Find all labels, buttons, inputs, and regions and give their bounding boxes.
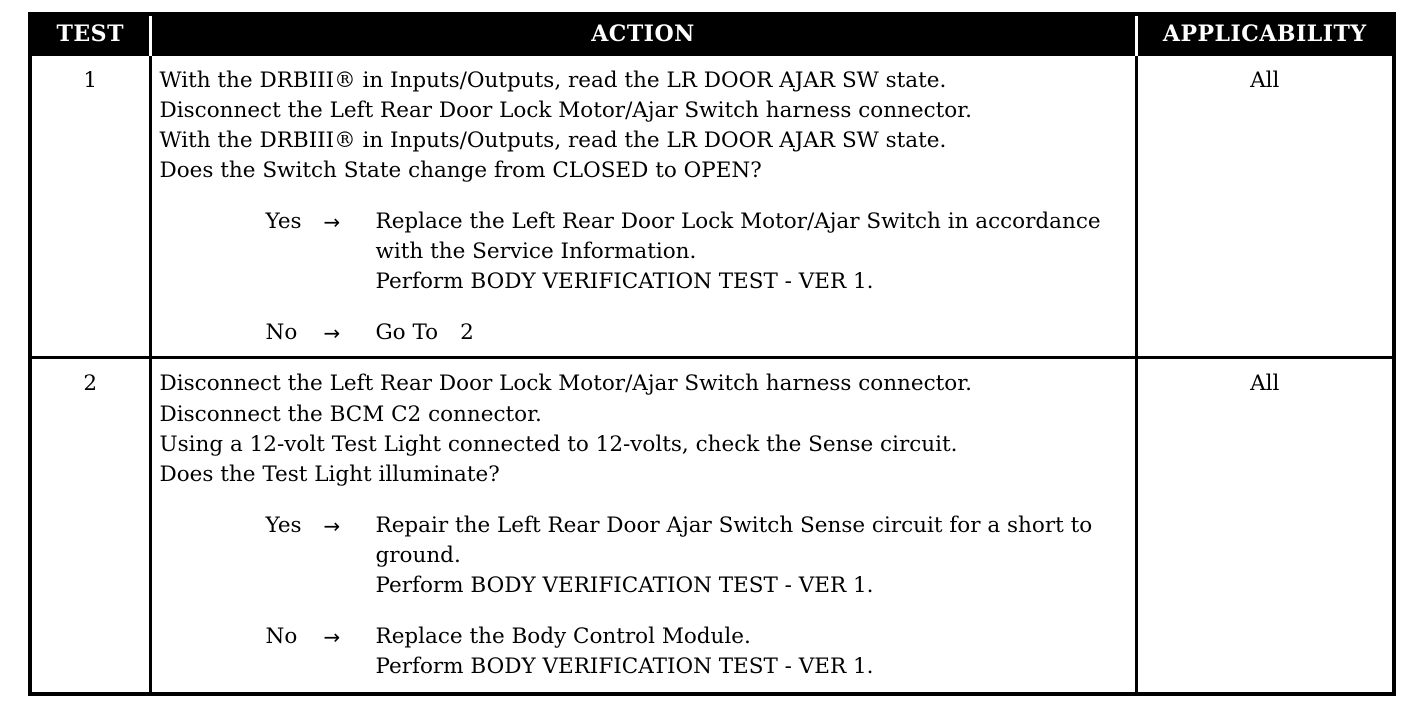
no-branch — [160, 622, 1129, 683]
action-question: Does the Test Light illuminate? — [159, 462, 500, 488]
goto-target-link[interactable]: 2 — [460, 319, 474, 345]
result-line: Repair the Left Rear Door Ajar Switch Sense circuit for a short to — [375, 512, 1093, 538]
yes-result — [376, 511, 1129, 602]
result-line: ground. — [375, 542, 461, 568]
header-applicability: APPLICABILITY — [1136, 14, 1394, 54]
yes-result — [376, 207, 1129, 298]
result-line: Replace the Body Control Module. — [375, 623, 751, 649]
table-header — [30, 14, 1394, 54]
no-branch — [160, 318, 1129, 348]
action-question: Does the Switch State change from CLOSED to OPEN? — [159, 158, 762, 184]
yes-branch — [160, 207, 1129, 298]
applicability-value: All — [1136, 54, 1394, 358]
action-step: With the DRBIII® in Inputs/Outputs, read the LR DOOR AJAR SW state. — [159, 67, 947, 93]
yes-label: Yes — [265, 208, 302, 234]
action-step: Disconnect the Left Rear Door Lock Motor/Ajar Switch harness connector. — [159, 371, 972, 397]
test-number: 2 — [30, 358, 150, 694]
right-arrow-icon: → — [323, 209, 341, 234]
applicability-value: All — [1136, 358, 1394, 694]
no-label: No — [265, 623, 298, 649]
action-step: Disconnect the BCM C2 connector. — [159, 401, 542, 427]
action-cell — [150, 54, 1136, 358]
right-arrow-icon: → — [323, 624, 341, 649]
action-step: Using a 12-volt Test Light connected to 12-volts, check the Sense circuit. — [159, 432, 958, 458]
result-line: Perform BODY VERIFICATION TEST - VER 1. — [375, 573, 874, 599]
no-result — [376, 318, 1129, 348]
goto-text: Go To — [375, 319, 439, 345]
table-row — [30, 358, 1394, 694]
action-step: With the DRBIII® in Inputs/Outputs, read the LR DOOR AJAR SW state. — [159, 128, 947, 154]
header-test: TEST — [30, 14, 150, 54]
result-line: Perform BODY VERIFICATION TEST - VER 1. — [375, 269, 874, 295]
result-line: Replace the Left Rear Door Lock Motor/Ajar Switch in accordance — [375, 208, 1101, 234]
yes-label: Yes — [265, 512, 302, 538]
header-action: ACTION — [150, 14, 1136, 54]
action-cell — [150, 358, 1136, 694]
result-line: with the Service Information. — [375, 238, 697, 264]
diagnostic-test-table — [28, 12, 1396, 696]
right-arrow-icon: → — [323, 513, 341, 538]
no-label: No — [265, 319, 298, 345]
right-arrow-icon: → — [323, 320, 341, 345]
action-step: Disconnect the Left Rear Door Lock Motor/Ajar Switch harness connector. — [159, 97, 972, 123]
header-row — [30, 14, 1394, 54]
goto-line — [376, 318, 1129, 348]
yes-branch — [160, 511, 1129, 602]
result-line: Perform BODY VERIFICATION TEST - VER 1. — [375, 653, 874, 679]
test-number: 1 — [30, 54, 150, 358]
no-result — [376, 622, 1129, 683]
table-row — [30, 54, 1394, 358]
